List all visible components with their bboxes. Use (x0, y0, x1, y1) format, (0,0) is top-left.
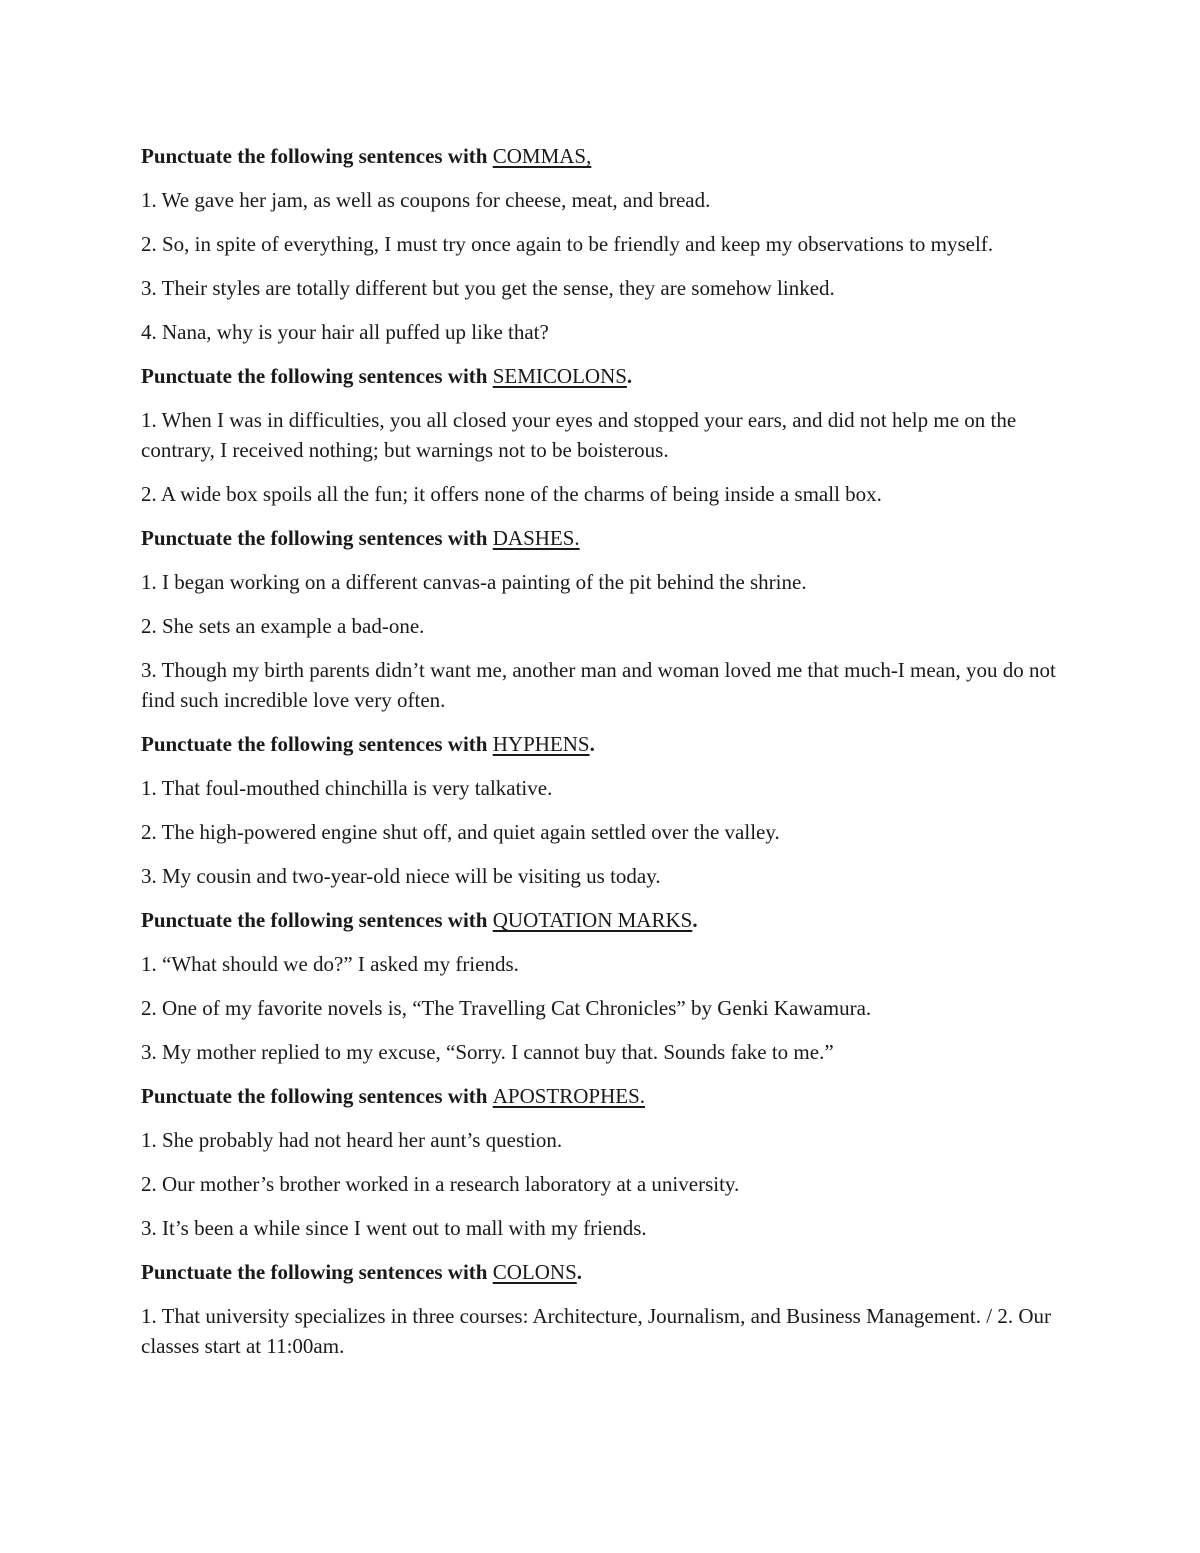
section-heading-commas (141, 141, 1071, 171)
sentence-item: 2. A wide box spoils all the fun; it offers none of the charms of being inside a small box. (141, 482, 882, 506)
section-heading-apostrophes (141, 1081, 1071, 1111)
heading-text: Punctuate the following sentences with (141, 908, 493, 932)
heading-text: Punctuate the following sentences with (141, 364, 493, 388)
sentence-item: 1. “What should we do?” I asked my friends. (141, 952, 519, 976)
heading-text: Punctuate the following sentences with (141, 526, 493, 550)
heading-suffix: . (692, 908, 698, 932)
heading-text: Punctuate the following sentences with (141, 144, 493, 168)
section-heading-hyphens (141, 729, 1071, 759)
sentence-item: 1. That university specializes in three courses: Architecture, Journalism, and Business Management. / 2. Our classes start at 11:00am. (141, 1304, 1051, 1358)
sentence-item: 2. The high-powered engine shut off, and quiet again settled over the valley. (141, 820, 780, 844)
sentence-item: 3. Their styles are totally different but you get the sense, they are somehow linked. (141, 276, 835, 300)
sentence-item: 1. I began working on a different canvas-a painting of the pit behind the shrine. (141, 570, 807, 594)
heading-keyword: HYPHENS (492, 732, 590, 756)
document-page (141, 141, 1071, 1375)
sentence-item: 1. When I was in difficulties, you all closed your eyes and stopped your ears, and did not help me on the contrary, I received nothing; but warnings not to be boisterous. (141, 408, 1017, 462)
sentence-item: 3. Though my birth parents didn’t want me, another man and woman loved me that much-I mean, you do not find such incredible love very often. (141, 658, 1056, 712)
heading-suffix: . (589, 732, 595, 756)
sentence-item: 2. One of my favorite novels is, “The Travelling Cat Chronicles” by Genki Kawamura. (141, 996, 872, 1020)
heading-keyword: DASHES. (492, 526, 580, 550)
heading-text: Punctuate the following sentences with (141, 1260, 493, 1284)
heading-keyword: COLONS (492, 1260, 577, 1284)
heading-suffix: . (626, 364, 633, 388)
heading-keyword: SEMICOLONS (492, 364, 627, 388)
section-heading-colons (141, 1257, 1071, 1287)
sentence-item: 3. My cousin and two-year-old niece will be visiting us today. (141, 864, 661, 888)
heading-keyword: QUOTATION MARKS (492, 908, 693, 932)
sentence-item: 3. My mother replied to my excuse, “Sorry. I cannot buy that. Sounds fake to me.” (141, 1040, 834, 1064)
sentence-item: 4. Nana, why is your hair all puffed up like that? (141, 320, 549, 344)
heading-suffix: . (576, 1260, 582, 1284)
heading-text: Punctuate the following sentences with (141, 1084, 493, 1108)
sentence-item: 2. She sets an example a bad-one. (141, 614, 425, 638)
section-heading-dashes (141, 523, 1071, 553)
sentence-item: 1. She probably had not heard her aunt’s question. (141, 1128, 563, 1152)
sentence-item: 1. We gave her jam, as well as coupons for cheese, meat, and bread. (141, 188, 711, 212)
sentence-item: 1. That foul-mouthed chinchilla is very talkative. (141, 776, 553, 800)
section-heading-semicolons (141, 361, 1071, 391)
sentence-item: 3. It’s been a while since I went out to mall with my friends. (141, 1216, 647, 1240)
heading-keyword: APOSTROPHES. (492, 1084, 646, 1108)
sentence-item: 2. So, in spite of everything, I must try once again to be friendly and keep my observations to myself. (141, 232, 994, 256)
section-heading-quotation-marks (141, 905, 1071, 935)
heading-keyword: COMMAS, (492, 144, 592, 168)
sentence-item: 2. Our mother’s brother worked in a research laboratory at a university. (141, 1172, 740, 1196)
heading-text: Punctuate the following sentences with (141, 732, 493, 756)
